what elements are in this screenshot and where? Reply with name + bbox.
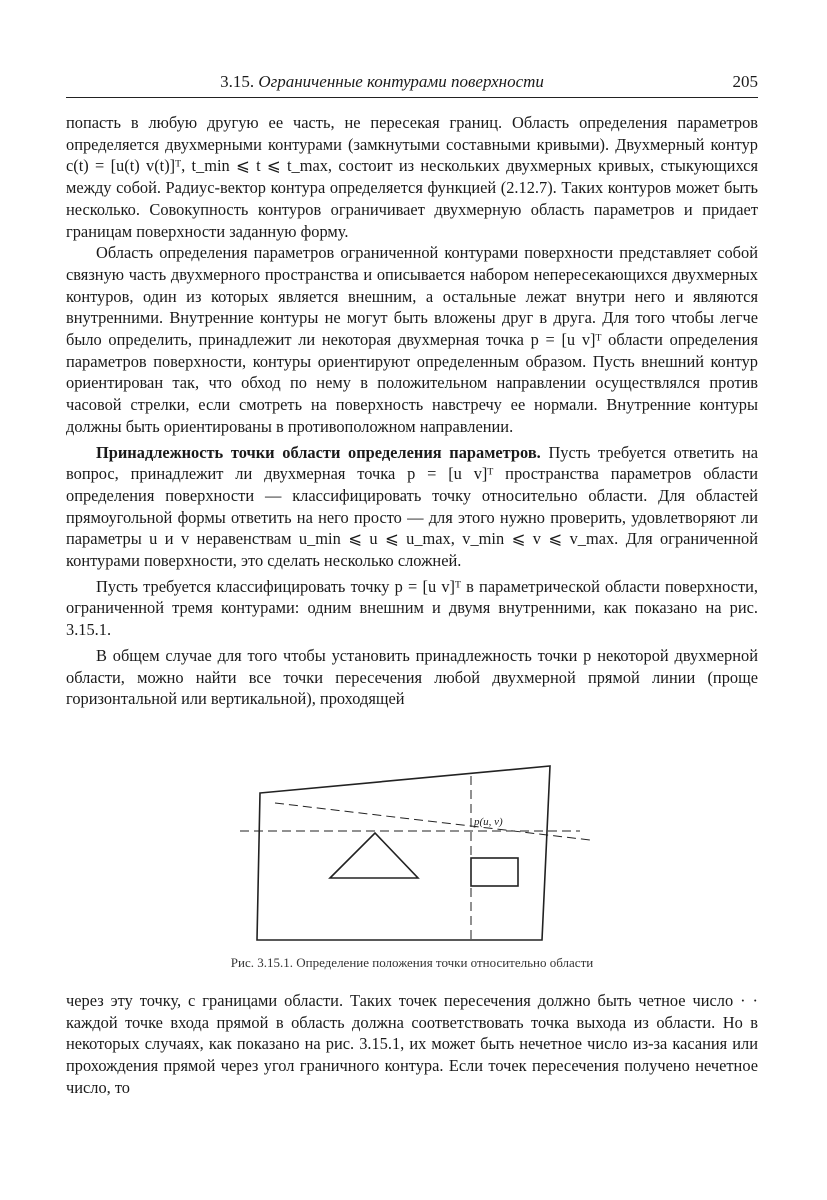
- figure-caption: Рис. 3.15.1. Определение положения точки относительно области: [230, 955, 594, 970]
- paragraph-3: [66, 442, 758, 572]
- figure-drawing: [235, 758, 595, 948]
- paragraph-3-text: Пусть требуется ответить на вопрос, принадлежит ли двухмерная точка p = [u v]ᵀ пространства параметров области определения поверхности — классифицировать точку относительно области. Для областей прямоугольной формы ответить на него просто — для этого нужно проверить, удовлетворяют ли параметры u и v неравенствам u_min ⩽ u ⩽ u_max, v_min ⩽ v ⩽ v_max. Для ограниченной контурами поверхности, это сделать несколько сложней.: [66, 442, 758, 571]
- figure-3-15-1: [235, 758, 595, 948]
- section-title: Ограниченные контурами поверхности: [258, 72, 544, 91]
- inner-contour-triangle: [330, 833, 418, 878]
- outer-contour: [257, 766, 550, 940]
- inner-contour-rectangle: [471, 858, 518, 886]
- paragraph-1: попасть в любую другую ее часть, не пересекая границ. Область определения параметров определяется двухмерными контурами (замкнутыми составными кривыми). Двухмерный контур c(t) = [u(t) v(t)]ᵀ, t_min ⩽ t ⩽ t_max, состоит из нескольких двухмерных кривых, стыкующихся между собой. Радиус-вектор контура определяется функцией (2.12.7). Таких контуров может быть несколько. Совокупность контуров ограничивает двухмерную область параметров и придает границам поверхности заданную форму.: [66, 113, 758, 241]
- paragraph-2: Область определения параметров ограниченной контурами поверхности представляет собой связную часть двухмерного пространства и описывается набором непересекающихся двухмерных контуров, один из которых является внешним, а остальные лежат внутри него и являются внутренними. Внутренние контуры не могут быть вложены друг в друга. Для того чтобы легче было определить, принадлежит ли некоторая двухмерная точка p = [u v]ᵀ области определения параметров поверхности, контуры ориентируют определенным образом. Пусть внешний контур ориентирован так, что обход по нему в положительном направлении осуществлялся против часовой стрелки, если смотреть на поверхность навстречу ее нормали. Внутренние контуры должны быть ориентированы в противоположном направлении.: [66, 243, 758, 436]
- point-label: p(u, v): [474, 816, 503, 828]
- text-block-top: [66, 112, 758, 710]
- running-header: [66, 72, 758, 96]
- section-number: 3.15.: [220, 72, 255, 91]
- text-block-bottom: [66, 990, 758, 1099]
- paragraph-5: В общем случае для того чтобы установить принадлежность точки p некоторой двухмерной области, можно найти все точки пересечения любой двухмерной прямой линии (проще горизонтальной или вертикальной), проходящей: [66, 645, 758, 709]
- header-title: [66, 72, 698, 92]
- paragraph-4: Пусть требуется классифицировать точку p = [u v]ᵀ в параметрической области поверхности, ограниченной тремя контурами: одним внешним и двумя внутренними, как показано на рис. 3.15.1.: [66, 576, 758, 640]
- paragraph-6: через эту точку, с границами области. Таких точек пересечения должно быть четное число · · каждой точке входа прямой в область должна соответствовать точка выхода из области. Но в некоторых случаях, как показано на рис. 3.15.1, их может быть нечетное число из-за касания или прохождения прямой через угол граничного контура. Если точек пересечения получено нечетное число, то: [66, 991, 758, 1097]
- header-rule: [66, 97, 758, 98]
- page-number: 205: [732, 72, 758, 91]
- inclined-line: [275, 803, 590, 840]
- run-in-heading: Принадлежность точки области определения параметров.: [96, 442, 541, 462]
